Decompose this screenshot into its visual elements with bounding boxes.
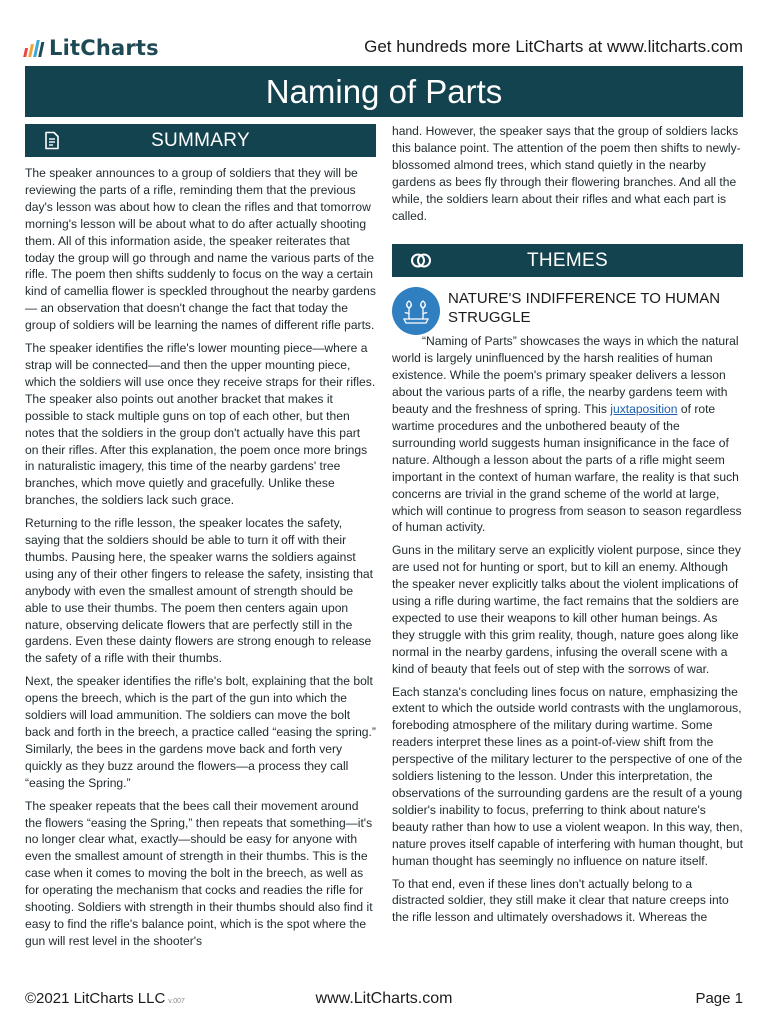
theme-paragraph: Each stanza's concluding lines focus on nature, emphasizing the extent to which the outside world contrasts with the unglamorous, foreboding atmosphere of the military during wartime. Some readers interpret these lines as a point-of-view shift from the perspective of the military lecturer to the perspective of one of the soldiers listening to the lesson. Under this interpretation, the observations of the surrounding gardens are the result of a young soldier's inability to focus, preferring to think about nature's beauty rather than how to use a violent weapon. In this way, then, nature proves itself capable of interfering with human thought, but human thought has seemingly no influence on nature itself. — [392, 684, 743, 868]
theme-block — [392, 287, 743, 327]
page-number: Page 1 — [695, 990, 743, 1007]
theme-paragraph: Guns in the military serve an explicitly violent purpose, since they are used not for hunting or sport, but to kill an enemy. Although the speaker never explicitly talks about the violent implications of using a rifle during wartime, the fact remains that the soldiers are expected to use their weapons to kill other human beings. As they struggle with this grim reality, though, nature goes along like normal in the nearby gardens, infusing the overall scene with a kind of beauty that feels out of step with the sorrows of war. — [392, 543, 741, 676]
summary-paragraph: The speaker identifies the rifle's lower mounting piece—where a strap will be connected—and then the upper mounting piece, which the soldiers will use once they receive straps for their rifles. The speaker also points out another bracket that makes it possible to stack multiple guns on top of each other, but then notes that the soldiers in the group don't actually have this part on their rifles. After this explanation, the poem once more brings in naturalistic imagery, this time of the nearby gardens' tree branches, which move quietly and gracefully. Unlike these branches, the soldiers lack such grace. — [25, 341, 376, 508]
summary-paragraph: Returning to the rifle lesson, the speaker locates the safety, saying that the soldiers should be able to turn it off with their thumbs. Pausing here, the speaker warns the soldiers against using any of their other fingers to release the safety, insisting that anybody with even the smallest amount of strength should be able to use their thumbs. The poem then centers again upon nature, observing delicate flowers that are perfectly still in the gardens. Even these dainty flowers are strong enough to release the safety of a rifle with their thumbs. — [25, 516, 374, 666]
summary-paragraph: Next, the speaker identifies the rifle's bolt, explaining that the bolt opens the breech, which is the part of the gun into which the soldiers will load ammunition. The soldiers can move the bolt back and forth in the breech, a practice called “easing the spring.” Similarly, the bees in the gardens move back and forth very quickly as they buzz around the flowers—a process they call “easing the Spring.” — [25, 674, 376, 790]
summary-heading-bar — [25, 124, 376, 157]
flowers-icon — [392, 287, 440, 335]
copyright-text: ©2021 LitCharts LLC — [25, 990, 166, 1007]
page-title: Naming of Parts — [25, 66, 743, 117]
theme-paragraph-end: of rote wartime procedures and the unbothered beauty of the surrounding world suggests human insignificance in the face of nature. Although a lesson about the parts of a rifle might seem important in the context of human warfare, the reality is that such concerns are trivial in the grand scheme of the world at large, which will continue to progress from season to season regardless of human activity. — [392, 402, 742, 535]
document-icon — [43, 131, 61, 150]
themes-rings-icon — [410, 251, 432, 270]
juxtaposition-link[interactable]: juxtaposition — [610, 402, 678, 417]
summary-paragraph: The speaker announces to a group of soldiers that they will be reviewing the parts of a rifle, reminding them that the previous day's lesson was about how to clean the rifles and that tomorrow morning's lesson will be about what to do after actually shooting them. All of this information aside, the speaker reiterates that today the group will go through and name the various parts of the rifle. The poem then shifts suddenly to focus on the way a certain kind of camellia flower is speckled throughout the nearby gardens— an observation that doesn't change the fact that today the group of soldiers will be learning the names of different rifle parts. — [25, 166, 376, 333]
summary-heading: SUMMARY — [151, 129, 250, 151]
theme-paragraph-start: “Naming of Parts” showcases the ways in which the natural world is largely uninfluenced by the harsh realities of human existence. While the poem's primary speaker delivers a lesson about the various parts of a rifle, the nearby gardens teem with beauty and the freshness of spring. This — [392, 334, 739, 417]
page-header — [25, 36, 743, 60]
summary-continuation: hand. However, the speaker says that the group of soldiers lacks this balance point. The attention of the poem then shifts to newly-blossomed almond trees, which stand quietly in the nearby gardens as bees fly through their flowering branches. And all the while, the soldiers learn about their rifles and what each part is called. — [392, 124, 741, 223]
summary-paragraph: The speaker repeats that the bees call their movement around the flowers “easing the Spring,” then repeats that something—it's no longer clear what, exactly—should be easy for anyone with even the smallest amount of strength in their thumbs. This is the case when it comes to moving the bolt in the breech, as well as for operating the mechanism that cocks and readies the rifle for shooting. Soldiers with strength in their thumbs should also find it easy to find the rifle's balance point, which is the spot where the gun will rest level in the shooter's — [25, 798, 373, 948]
logo-bars-icon — [23, 40, 45, 57]
theme-paragraph: To that end, even if these lines don't actually belong to a distracted soldier, they still make it clear that nature creeps into the rifle lesson and ultimately overshadows it. Whereas the — [392, 876, 729, 925]
themes-heading-bar — [392, 244, 743, 277]
litcharts-logo[interactable] — [25, 36, 159, 60]
themes-heading: THEMES — [527, 249, 608, 271]
page-footer — [25, 990, 743, 1010]
right-column — [392, 124, 743, 926]
theme-paragraph — [392, 333, 743, 536]
logo-text: LitCharts — [49, 36, 159, 60]
footer-site-link[interactable]: www.LitCharts.com — [315, 990, 453, 1007]
promo-text: Get hundreds more LitCharts at www.litcharts.com — [364, 37, 743, 56]
left-column — [25, 124, 376, 950]
version-text: v.007 — [168, 998, 185, 1005]
theme-title: NATURE'S INDIFFERENCE TO HUMAN STRUGGLE — [448, 290, 721, 327]
